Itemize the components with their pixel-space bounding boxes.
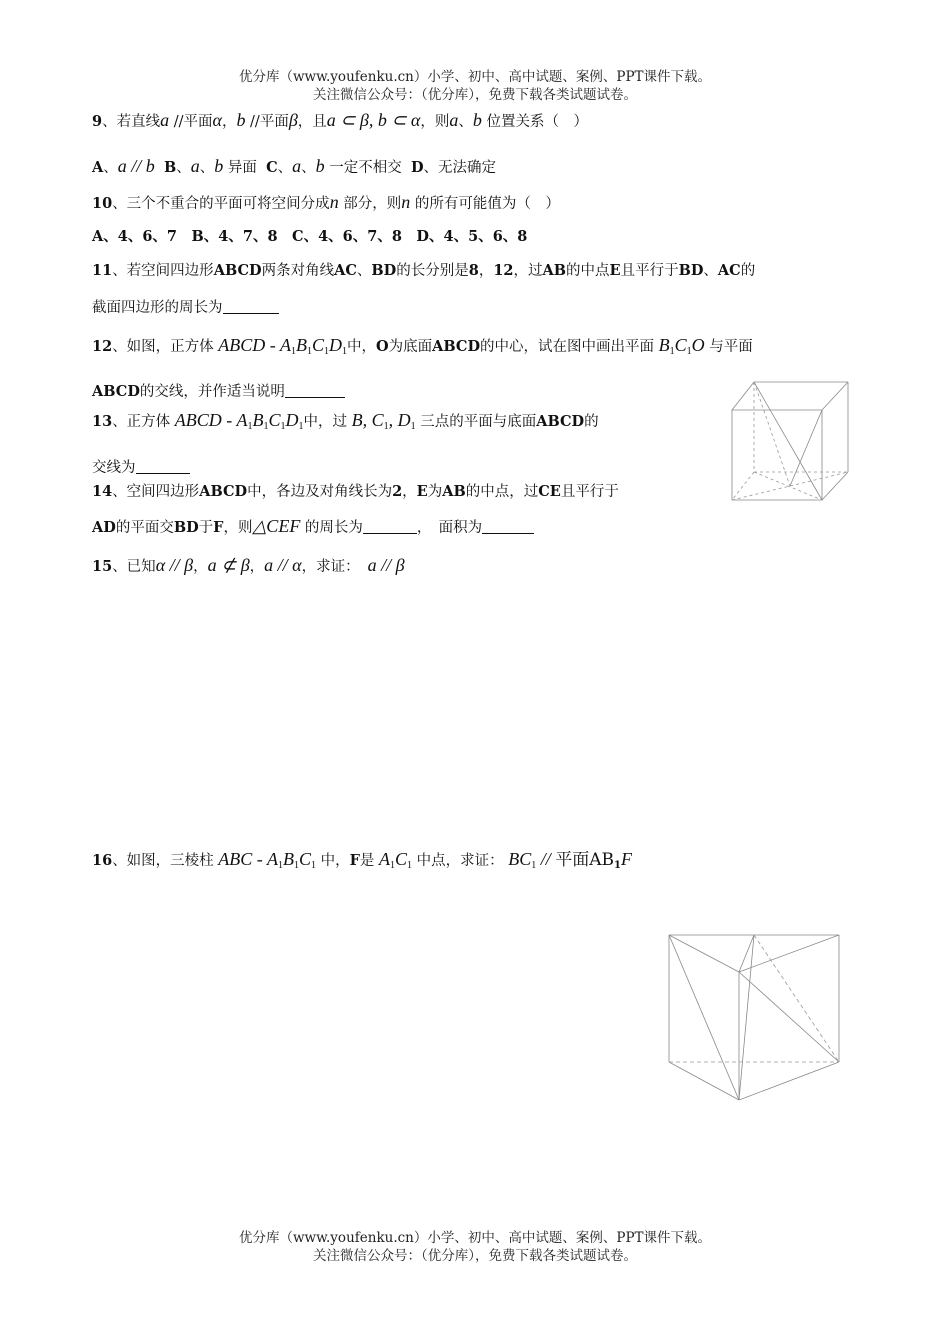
- q11-text: 的长分别是: [396, 263, 469, 279]
- question-14-line-2: [92, 516, 534, 538]
- subscript: 1: [277, 860, 283, 871]
- subscript: 1: [298, 421, 304, 432]
- subscript: 1: [407, 860, 413, 871]
- area-blank[interactable]: [482, 519, 534, 534]
- q11-text: E: [609, 262, 621, 279]
- q14-text: ABCD: [199, 483, 248, 500]
- q15-text: ，: [193, 559, 208, 575]
- q13-text: ABCD: [536, 413, 585, 430]
- math-prism: [218, 849, 316, 869]
- q14-text: 的周长为: [300, 520, 363, 536]
- math-term: B: [282, 849, 294, 869]
- option-a-math: a // b: [117, 156, 155, 176]
- prism-line: [739, 935, 754, 1100]
- q10-text-1: 、三个不重合的平面可将空间分成: [112, 196, 330, 212]
- math-term: B: [351, 410, 363, 430]
- q14-text: E: [416, 483, 428, 500]
- math-expr: a // α: [264, 555, 302, 575]
- cube-figure: [724, 376, 854, 506]
- math-a: a: [190, 156, 200, 176]
- math-term: ABC: [218, 849, 253, 869]
- q16-text: 中点，求证：: [416, 853, 504, 869]
- question-number: 11: [92, 262, 113, 279]
- subscript: 1: [390, 860, 395, 871]
- q11-text: 截面四边形的周长为: [92, 300, 223, 316]
- q14-text: 中，各边及对角线长为: [247, 484, 393, 500]
- question-13: [92, 410, 599, 437]
- math-term: C: [519, 849, 532, 869]
- q14-text: AD: [92, 519, 116, 536]
- cube-edge: [822, 472, 848, 500]
- q14-text: CE: [538, 483, 561, 500]
- subscript: 1: [293, 860, 299, 871]
- q16-text: 、如图，三棱柱: [112, 853, 214, 869]
- q11-text: BD: [678, 262, 704, 279]
- math-cube: [175, 410, 304, 430]
- prism-edge: [669, 1062, 739, 1100]
- q14-text: 2: [392, 483, 403, 500]
- q9-text-2: //平面: [169, 114, 213, 130]
- math-term: D: [328, 335, 342, 355]
- separator: 、: [301, 160, 316, 176]
- math-term: C: [298, 849, 311, 869]
- prism-diagonal: [739, 972, 839, 1062]
- prism-edge: [739, 935, 839, 972]
- cube-front-face: [732, 410, 822, 500]
- prism-edge: [669, 935, 739, 972]
- math-term: A: [266, 849, 278, 869]
- subscript: 1: [383, 421, 389, 432]
- option-label: C: [266, 159, 278, 176]
- perimeter-blank[interactable]: [363, 519, 417, 534]
- answer-blank[interactable]: [285, 383, 345, 398]
- footer-line-1: 优分库（www.youfenku.cn）小学、初中、高中试题、案例、PPT课件下载。: [238, 1230, 712, 1246]
- question-11: [92, 261, 755, 281]
- q11-text: ABCD: [213, 262, 262, 279]
- subscript: 1: [263, 421, 269, 432]
- question-16: [92, 849, 632, 876]
- math-term: C: [395, 849, 408, 869]
- subscript: 1: [323, 346, 329, 357]
- q11-text: 12: [493, 262, 514, 279]
- math-alpha: α: [212, 110, 222, 130]
- separator: 、: [103, 160, 118, 176]
- prism-hidden-line: [754, 935, 839, 1062]
- math-expr: a // β: [367, 555, 405, 575]
- math-a1c1: [379, 849, 412, 869]
- cube-diagonal: [754, 382, 790, 486]
- q14-text: BD: [173, 519, 199, 536]
- math-term: D: [285, 410, 299, 430]
- option-b-text: 异面: [223, 160, 257, 176]
- separator: 、: [277, 160, 293, 176]
- q11-text: 的中点: [566, 263, 610, 279]
- q9-text-5: ，且: [297, 114, 327, 130]
- cube-edge: [732, 382, 754, 410]
- math-term: ABCD - A: [174, 410, 248, 430]
- subscript: 1: [410, 421, 416, 432]
- question-12-line-2: [92, 382, 345, 402]
- cube-diagonal: [754, 472, 822, 500]
- math-b: b: [315, 156, 325, 176]
- q14-text: 的平面交: [115, 520, 174, 536]
- subscript: 1: [280, 421, 286, 432]
- q16-text: 是: [359, 853, 375, 869]
- option-label: B: [164, 159, 177, 176]
- q12-text: O: [375, 338, 389, 355]
- math-term: ABCD - A: [218, 335, 291, 355]
- prism-diagonal: [669, 935, 739, 1100]
- cube-diagonal: [790, 410, 822, 486]
- math-expr: a ⊄ β: [207, 555, 250, 575]
- page-footer: [0, 1229, 950, 1265]
- prism-line: [739, 935, 754, 972]
- math-cube: [218, 335, 347, 355]
- q12-text: ABCD: [92, 383, 140, 400]
- q14-text: 、空间四边形: [112, 484, 200, 500]
- q15-text: ，: [249, 559, 265, 575]
- q12-text: 中，: [346, 339, 376, 355]
- header-line-1: 优分库（www.youfenku.cn）小学、初中、高中试题、案例、PPT课件下载。: [238, 69, 712, 85]
- math-beta: β: [288, 110, 298, 130]
- q14-text: ，: [402, 484, 417, 500]
- q14-text: F: [213, 519, 224, 536]
- q13-text: 三点的平面与底面: [420, 414, 537, 430]
- q15-text: ，求证：: [301, 559, 360, 575]
- subscript: 1: [306, 346, 312, 357]
- q11-text: 、: [356, 263, 372, 279]
- q9-text-3: ，: [221, 114, 237, 130]
- math-term: D: [397, 410, 411, 430]
- math-term: B: [658, 335, 670, 355]
- q14-text: 为: [427, 484, 443, 500]
- q12-text: 与平面: [709, 339, 753, 355]
- page-header: [0, 68, 950, 104]
- math-term: A: [379, 849, 390, 869]
- math-expr: α // β: [155, 555, 194, 575]
- question-9-options: [92, 156, 496, 178]
- math-term: B: [295, 335, 307, 355]
- subscript: 1: [669, 346, 675, 357]
- question-13-line-2: [92, 458, 190, 478]
- math-term: F: [621, 849, 633, 869]
- math-term: B: [252, 410, 264, 430]
- math-a: a: [449, 110, 459, 130]
- math-triangle: △CEF: [252, 516, 301, 536]
- math-plane-b1c1o: [659, 335, 705, 355]
- q16-text: 平面AB: [555, 850, 615, 870]
- q14-text: 于: [198, 520, 214, 536]
- math-term: C: [371, 410, 384, 430]
- answer-blank[interactable]: [136, 459, 190, 474]
- math-term: C: [268, 410, 281, 430]
- q14-text: 的中点，过: [465, 484, 539, 500]
- math-b: b: [236, 110, 246, 130]
- footer-line-2: 关注微信公众号：（优分库），免费下载各类试题试卷。: [313, 1248, 637, 1264]
- q11-text: AB: [542, 262, 567, 279]
- math-term: C: [674, 335, 687, 355]
- q9-text-4: //平面: [245, 114, 289, 130]
- question-10-options: A、4、6、7 B、4、7、8 C、4、6、7、8 D、4、5、6、8: [92, 228, 528, 245]
- q11-text: 8: [468, 262, 479, 279]
- q13-text: 的: [584, 414, 599, 430]
- option-label: A: [92, 159, 104, 176]
- question-12: [92, 335, 753, 362]
- q9-text-1: 、若直线: [102, 114, 161, 130]
- q12-text: ABCD: [432, 338, 481, 355]
- prism-figure: [664, 930, 844, 1105]
- q11-text: 两条对角线: [261, 263, 335, 279]
- subscript: 1: [290, 346, 296, 357]
- subscript: 1: [310, 860, 316, 871]
- cube-edge: [822, 382, 848, 410]
- question-11-line-2: [92, 298, 279, 318]
- q12-text: 的交线，并作适当说明: [139, 384, 285, 400]
- math-a: a: [160, 110, 170, 130]
- subscript: 1: [247, 421, 253, 432]
- prism-edge: [739, 1062, 839, 1100]
- q14-text: 且平行于: [560, 484, 619, 500]
- q14-text: ，则: [223, 520, 253, 536]
- question-number: 9: [92, 113, 103, 130]
- q16-text: F: [349, 852, 360, 869]
- q9-text-7: 、: [458, 114, 473, 130]
- option-d-text: 、无法确定: [423, 160, 497, 176]
- cube-diagonal: [754, 382, 822, 500]
- q14-text: AB: [442, 483, 466, 500]
- question-number: 14: [92, 483, 113, 500]
- answer-blank[interactable]: [223, 299, 279, 314]
- math-b: b: [472, 110, 482, 130]
- q10-text-2: 部分，则: [338, 196, 402, 212]
- math-term: C: [311, 335, 324, 355]
- subscript: 1: [531, 860, 537, 871]
- option-c-text: 一定不相交: [324, 160, 402, 176]
- q11-text: 且平行于: [620, 263, 679, 279]
- math-term: ,: [362, 410, 372, 430]
- q9-text-6: ，则: [420, 114, 450, 130]
- question-number: 16: [92, 852, 113, 869]
- q15-text: 、已知: [112, 559, 156, 575]
- q11-text: 、: [703, 263, 718, 279]
- question-14: [92, 482, 619, 502]
- math-condition: a ⊂ β, b ⊂ α: [326, 110, 421, 130]
- q11-text: AC: [334, 262, 357, 279]
- q12-text: 、如图，正方体: [112, 339, 214, 355]
- q11-text: 、若空间四边形: [112, 263, 214, 279]
- header-line-2: 关注微信公众号：（优分库），免费下载各类试题试卷。: [313, 87, 637, 103]
- math-term: //: [536, 849, 556, 869]
- question-10: [92, 192, 560, 214]
- subscript: 1: [341, 346, 347, 357]
- separator: 、: [176, 160, 191, 176]
- math-term: -: [252, 849, 267, 869]
- q11-text: ，: [478, 263, 494, 279]
- q10-text-3: 的所有可能值为（ ）: [410, 196, 560, 212]
- math-term: ,: [388, 410, 398, 430]
- q14-text: ， 面积为: [416, 520, 483, 536]
- math-a: a: [292, 156, 302, 176]
- question-number: 15: [92, 558, 113, 575]
- question-number: 12: [92, 338, 113, 355]
- math-term: B: [508, 849, 520, 869]
- math-n: n: [401, 192, 411, 212]
- question-number: 13: [92, 413, 113, 430]
- q11-text: AC: [717, 262, 741, 279]
- option-label: D: [410, 159, 424, 176]
- q13-text: 、正方体: [112, 414, 171, 430]
- separator: 、: [199, 160, 215, 176]
- q12-text: 的中心，试在图中画出平面: [480, 339, 655, 355]
- subscript: 1: [686, 346, 692, 357]
- math-points: [352, 410, 416, 430]
- q13-text: 交线为: [92, 460, 136, 476]
- q12-text: 为底面: [388, 339, 433, 355]
- question-9: [92, 110, 588, 132]
- math-bc1: [508, 849, 555, 869]
- q13-text: 中，过: [303, 414, 347, 430]
- q11-text: BD: [371, 262, 397, 279]
- q11-text: ，过: [513, 263, 543, 279]
- math-term: O: [691, 335, 705, 355]
- subscript: 1: [614, 860, 622, 871]
- q11-text: 的: [740, 263, 756, 279]
- q16-text: 中，: [320, 853, 350, 869]
- math-n: n: [329, 192, 339, 212]
- math-b: b: [214, 156, 224, 176]
- question-15: [92, 555, 405, 577]
- question-number: 10: [92, 195, 113, 212]
- q9-text-8: 位置关系（ ）: [481, 114, 588, 130]
